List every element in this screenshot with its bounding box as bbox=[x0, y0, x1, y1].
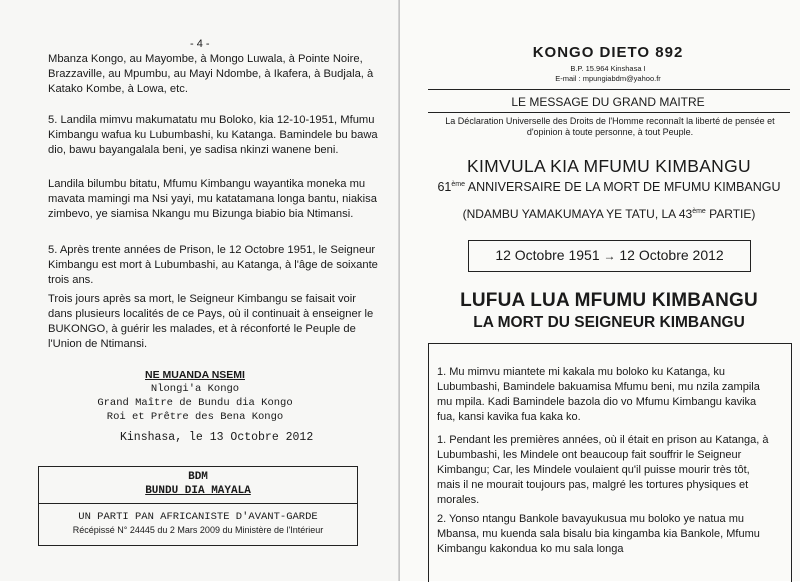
right-page bbox=[400, 0, 800, 581]
dates-line bbox=[469, 247, 750, 263]
signature-line-1: Nlongi'a Kongo bbox=[150, 383, 240, 395]
page-number: - 4 - bbox=[190, 38, 210, 50]
main-title-kikongo: LUFUA LUA MFUMU KIMBANGU bbox=[460, 290, 758, 311]
signature-line-2: Grand Maître de Bundu dia Kongo bbox=[97, 397, 293, 409]
bdm-acronym: BDM bbox=[188, 471, 208, 483]
paragraph-1: Mbanza Kongo, au Mayombe, à Mongo Luwala, à Pointe Noire, Brazzaville, au Mpumbu, au Mayi Ndombe, à Ikafera, à Budjala, à Katako Kombe, à Lowa, etc. bbox=[48, 53, 374, 95]
left-page bbox=[0, 0, 400, 581]
headline-kimvula: KIMVULA KIA MFUMU KIMBANGU bbox=[467, 156, 751, 176]
date-start: 12 Octobre 1951 bbox=[495, 247, 600, 263]
message-paragraph-2-kikongo: 2. Yonso ntangu Bankole bavayukusua mu boloko ye natua mu Mbansa, mu kuenda sala bisalu bia kingamba kia Bankole, Mfumu Kimbangu kakondua ko mu sala longa bbox=[437, 513, 760, 555]
bdm-party: UN PARTI PAN AFRICANISTE D'AVANT-GARDE bbox=[78, 511, 318, 523]
header-rule-bottom bbox=[428, 112, 790, 113]
publication-title: KONGO DIETO 892 bbox=[532, 44, 684, 61]
bdm-name: BUNDU DIA MAYALA bbox=[145, 485, 251, 497]
publication-email: E-mail : mpungiabdm@yahoo.fr bbox=[555, 74, 661, 83]
paragraph-3: Landila bilumbu bitatu, Mfumu Kimbangu wayantika moneka mu mavata mamingi ma Nsi yayi, mu katatamana longa bantu, niakisa zimbevo, ye siamisa Nkangu mu Bizunga biabio bia Ntimansi. bbox=[48, 178, 377, 220]
anniversary-sup: ème bbox=[451, 180, 465, 188]
anniversary-text: ANNIVERSAIRE DE LA MORT DE MFUMU KIMBANGU bbox=[464, 180, 781, 194]
signature-name: NE MUANDA NSEMI bbox=[145, 369, 245, 381]
paragraph-2: 5. Landila mimvu makumatatu mu Boloko, kia 12-10-1951, Mfumu Kimbangu wafua ku Lubumbashi, ku Katanga. Bamindele bu bawa dio, bawu bayangalala beni, ye sadisa nkinzi wanene beni. bbox=[48, 114, 378, 156]
signature-line-3: Roi et Prêtre des Bena Kongo bbox=[106, 411, 284, 423]
arrow-right-icon: → bbox=[603, 249, 616, 263]
place-date: Kinshasa, le 13 Octobre 2012 bbox=[120, 431, 314, 444]
message-title: LE MESSAGE DU GRAND MAITRE bbox=[511, 95, 705, 109]
part-sup: ème bbox=[692, 208, 706, 215]
paragraph-5: Trois jours après sa mort, le Seigneur Kimbangu se faisait voir dans plusieurs localités de ce Pays, où il continuait à enseigner le BUKONGO, à guérir les malades, et à réconforté le Peuple de l'Union de Ntimansi. bbox=[48, 293, 374, 350]
main-title-french: LA MORT DU SEIGNEUR KIMBANGU bbox=[473, 314, 745, 331]
message-paragraph-1-french: 1. Pendant les premières années, où il était en prison au Katanga, à Lubumbashi, les Mindele ont beaucoup fait souffrir le Seigneur Kimbangu; Car, les Mindele voulaient qu'il puisse mourir très tôt, mais il ne mourait toujours pas, malgré les tortures physiques et morales. bbox=[437, 434, 769, 506]
anniversary-number: 61 bbox=[437, 180, 452, 194]
header-rule-top bbox=[428, 89, 790, 90]
bdm-box bbox=[38, 466, 358, 546]
declaration-text: La Déclaration Universelle des Droits de l'Homme reconnaît la liberté de pensée et d'opinion à toute personne, à tout Peuple. bbox=[445, 116, 775, 137]
bdm-receipt: Récépissé N° 24445 du 2 Mars 2009 du Ministère de l'Intérieur bbox=[72, 525, 324, 535]
dates-box bbox=[468, 240, 751, 272]
signature-block bbox=[60, 368, 330, 424]
bdm-divider bbox=[39, 503, 357, 504]
anniversary-line bbox=[428, 180, 790, 194]
part-suffix: PARTIE) bbox=[705, 207, 756, 221]
date-end: 12 Octobre 2012 bbox=[619, 247, 724, 263]
publication-bp: B.P. 15.964 Kinshasa I bbox=[570, 64, 646, 73]
part-line bbox=[428, 207, 790, 221]
part-prefix: (NDAMBU YAMAKUMAYA YE TATU, LA 43 bbox=[462, 207, 693, 221]
message-paragraph-1-kikongo: 1. Mu mimvu miantete mi kakala mu boloko ku Katanga, ku Lubumbashi, Bamindele bakuamisa Mfumu beni, mu nzila zampila mu mpila. Kadi Bamindele bazola dio vo Mfumu Kimbangu kavika fua, kansi kavika fua kaka ko. bbox=[437, 366, 760, 423]
message-box bbox=[428, 343, 792, 582]
paragraph-4: 5. Après trente années de Prison, le 12 Octobre 1951, le Seigneur Kimbangu est mort à Lubumbashi, au Katanga, à l'âge de soixante trois ans. bbox=[48, 244, 378, 286]
